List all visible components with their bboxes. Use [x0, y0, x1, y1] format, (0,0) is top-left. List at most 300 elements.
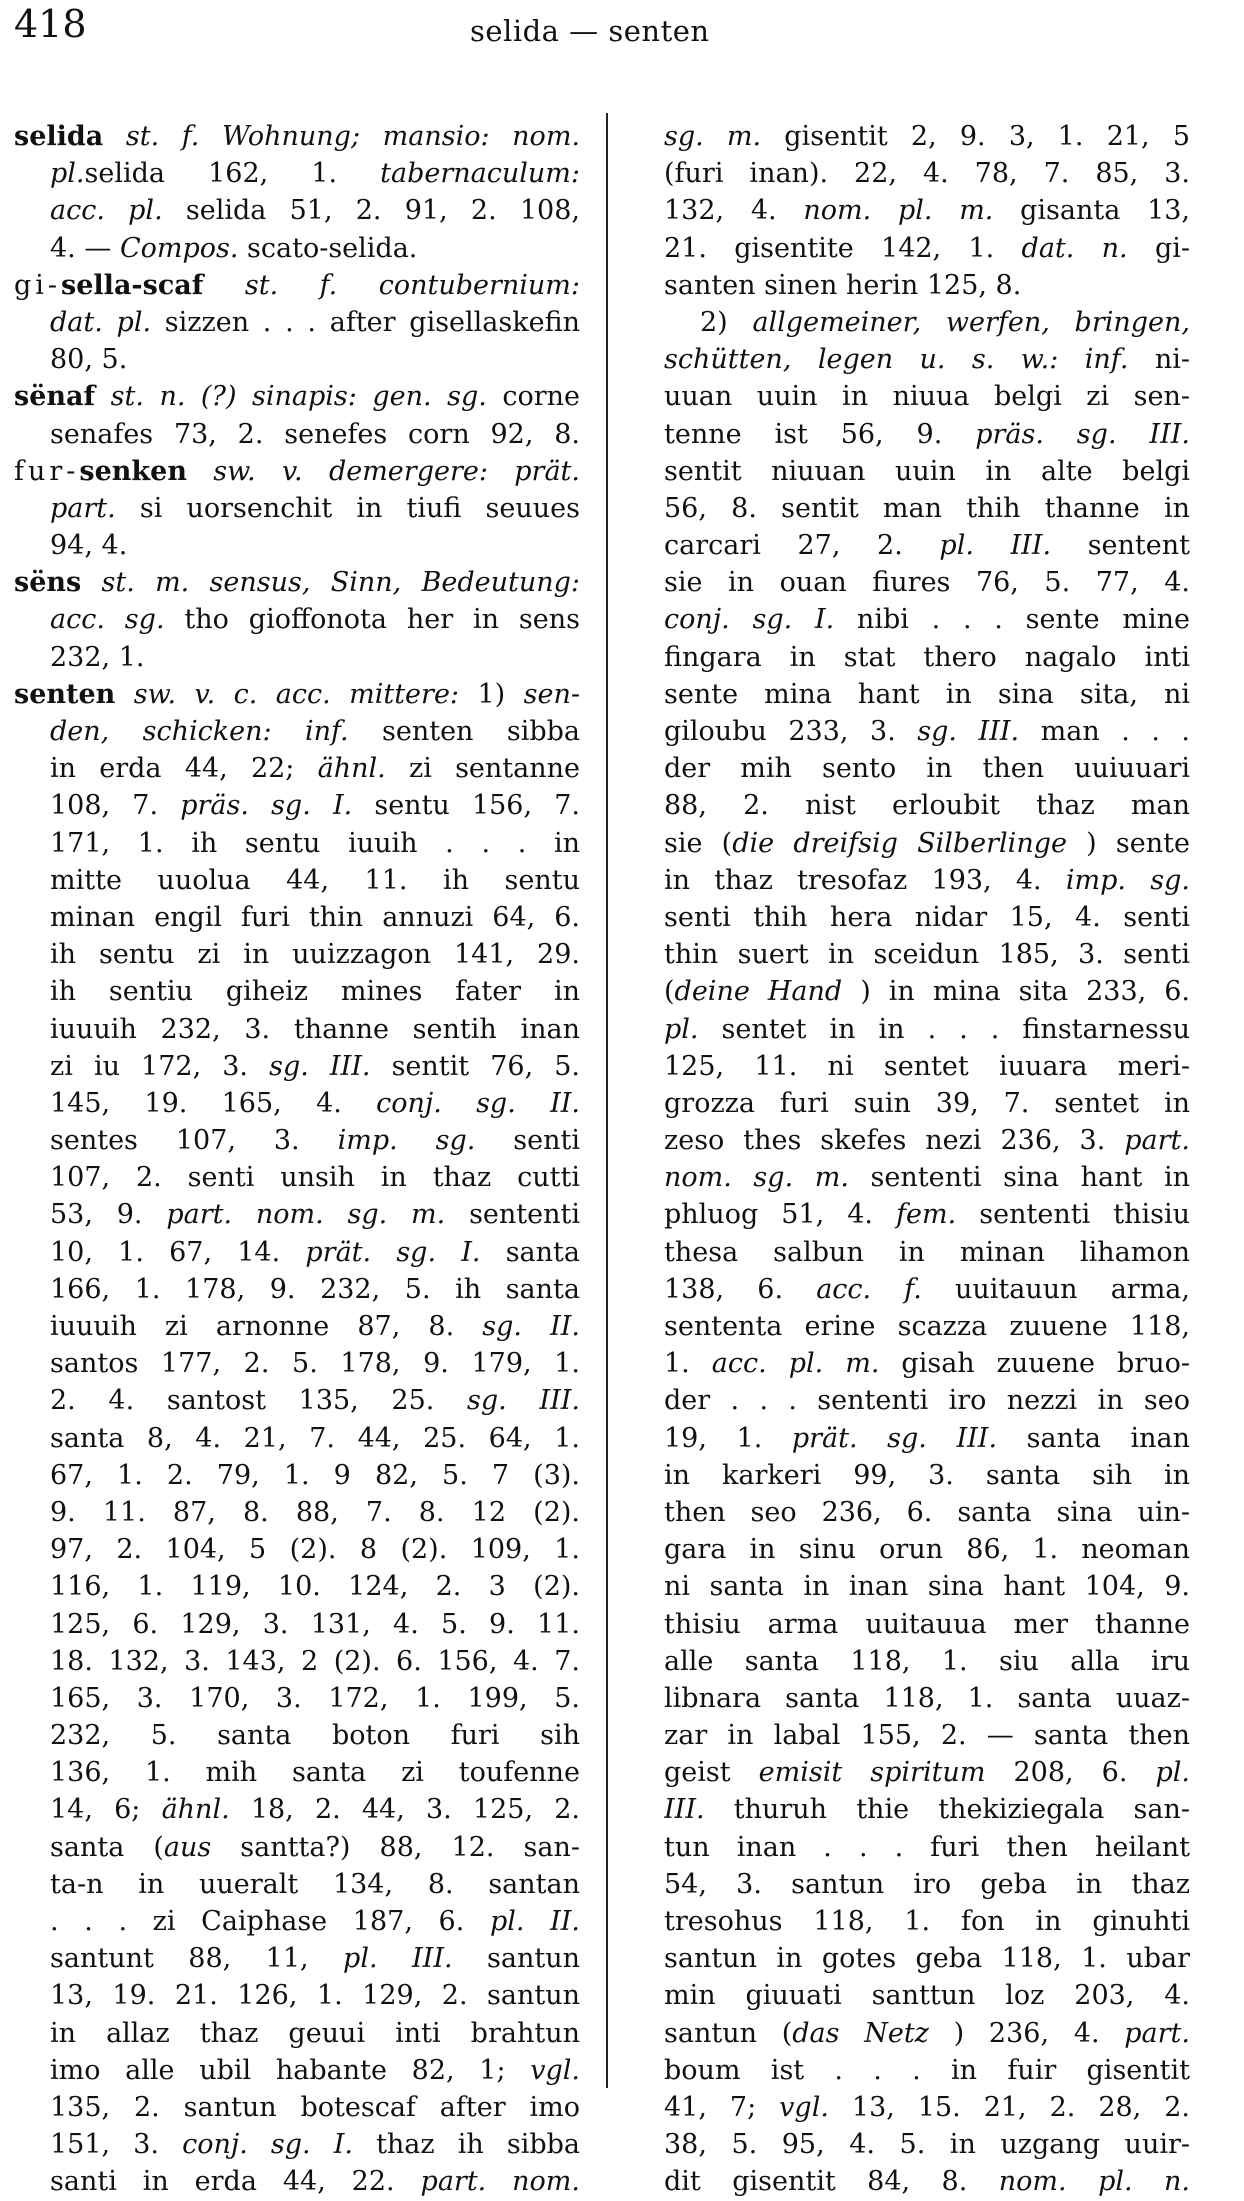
left-column-line — [14, 527, 580, 564]
left-column-line — [14, 490, 580, 527]
right-column-line — [664, 676, 1190, 713]
entry-text: sententa erine scazza zuuene 118, — [664, 1311, 1190, 1342]
grammatical-label: nom. pl. m. — [803, 195, 994, 227]
grammatical-label: tabernaculum: — [380, 158, 580, 190]
right-column-line — [664, 713, 1190, 750]
entry-text: sententi — [445, 1199, 580, 1231]
entry-text: 56, 8. sentit man thih thanne in — [664, 492, 1190, 524]
entry-text: minan engil furi thin annuzi 64, 6. — [50, 901, 580, 933]
entry-text: grozza furi suin 39, 7. sentet in — [664, 1087, 1190, 1119]
entry-text: 132, 4. — [664, 195, 804, 227]
grammatical-label: vgl. — [779, 2091, 829, 2123]
entry-text: 1) — [459, 678, 524, 710]
left-column-line — [14, 1568, 580, 1605]
page-number: 418 — [14, 2, 87, 46]
right-column-line — [664, 787, 1190, 824]
left-column-line — [14, 1196, 580, 1233]
entry-text: tresohus 118, 1. fon in ginuhti — [664, 1906, 1190, 1937]
entry-text: 165, 3. 170, 3. 172, 1. 199, 5. — [50, 1682, 580, 1714]
grammatical-label: präs. sg. I. — [180, 790, 353, 822]
entry-text: senafes 73, 2. senefes corn 92, 8. — [50, 418, 580, 450]
left-column-line — [14, 2126, 580, 2163]
entry-text: ih sentu zi in uuizzagon 141, 29. — [50, 939, 580, 971]
left-column-line — [14, 267, 580, 304]
grammatical-label: III. — [664, 1794, 705, 1826]
left-column-line — [14, 1122, 580, 1159]
entry-text: sententi sina hant in — [848, 1162, 1190, 1194]
right-column-line — [664, 1568, 1190, 1605]
entry-text: santun in gotes geba 118, 1. ubar — [664, 1943, 1190, 1975]
entry-text: iuuuih 232, 3. thanne sentih inan — [50, 1013, 580, 1045]
left-column-line — [14, 1494, 580, 1531]
left-column-line — [14, 1643, 580, 1680]
running-head: selida — senten — [470, 14, 710, 48]
left-column-line — [14, 1531, 580, 1568]
right-column-line — [664, 378, 1190, 415]
entry-text: carcari 27, 2. — [664, 530, 940, 562]
grammatical-label: pl. — [664, 1013, 699, 1045]
entry-text: 232, 1. — [50, 641, 145, 673]
left-column-line — [14, 973, 580, 1010]
entry-text: der mih sento in then uuiuuari — [664, 753, 1190, 785]
entry-text: gisah zuuene bruo- — [879, 1348, 1190, 1380]
right-column-line — [664, 1122, 1190, 1159]
left-column-line — [14, 1903, 580, 1940]
entry-text: 166, 1. 178, 9. 232, 5. ih santa — [50, 1273, 580, 1305]
entry-text: 94, 4. — [50, 530, 128, 562]
grammatical-label: part. nom. — [420, 2166, 580, 2198]
right-column-line — [664, 1308, 1190, 1345]
left-column-line — [14, 2015, 580, 2052]
entry-text: fur- — [14, 455, 80, 487]
entry-text: man . . . — [1019, 716, 1190, 747]
left-column-line — [14, 1308, 580, 1345]
grammatical-label: sg. II. — [482, 1311, 580, 1342]
right-column-line — [664, 1643, 1190, 1680]
entry-text: ih sentiu giheiz mines fater in — [50, 976, 580, 1008]
entry-text: 208, 6. — [985, 1757, 1156, 1789]
entry-text: 135, 2. santun botescaf after imo — [50, 2091, 580, 2123]
entry-text: 4. — — [50, 232, 120, 264]
entry-text: thuruh thie thekiziegala san- — [704, 1794, 1190, 1826]
grammatical-label: st. f. Wohnung; mansio: nom. — [103, 121, 580, 152]
entry-text: zeso thes skefes nezi 236, 3. — [664, 1125, 1125, 1157]
right-column-line — [664, 1791, 1190, 1828]
entry-text: sie ( — [664, 827, 733, 859]
entry-text: corne — [486, 381, 580, 413]
left-column-line — [14, 936, 580, 973]
left-column-line — [14, 1829, 580, 1866]
right-column-line — [664, 416, 1190, 453]
left-column-line — [14, 2163, 580, 2200]
entry-text: thesa salbun in minan lihamon — [664, 1236, 1190, 1268]
entry-text: senti thih hera nidar 15, 4. senti — [664, 901, 1190, 933]
grammatical-label: vgl. — [530, 2054, 580, 2086]
grammatical-label: part. — [1124, 2017, 1190, 2049]
entry-text: uuan uuin in niuua belgi zi sen- — [664, 381, 1190, 413]
right-column-line — [664, 1606, 1190, 1643]
entry-text: selida 51, 2. 91, 2. 108, — [162, 195, 580, 227]
entry-text: santa — [480, 1236, 580, 1268]
entry-text: 18. 132, 3. 143, 2 (2). 6. 156, 4. 7. — [50, 1645, 580, 1677]
entry-text: ni santa in inan sina hant 104, 9. — [664, 1571, 1190, 1603]
entry-text: der . . . sententi iro nezzi in seo — [664, 1385, 1190, 1417]
right-column-line — [664, 2052, 1190, 2089]
entry-text: gi- — [1127, 232, 1190, 264]
left-column-line — [14, 341, 580, 378]
entry-text: dit gisentit 84, 8. — [664, 2166, 999, 2198]
grammatical-label: sg. III. — [917, 716, 1020, 747]
entry-text: 138, 6. — [664, 1273, 817, 1305]
right-column-line — [664, 192, 1190, 229]
entry-text: sentent — [1051, 530, 1190, 562]
entry-text: scato-selida. — [238, 232, 418, 264]
entry-text: 2. 4. santost 135, 25. — [50, 1385, 468, 1417]
grammatical-label: nom. sg. m. — [664, 1162, 849, 1194]
entry-text: sente mina hant in sina sita, ni — [664, 678, 1190, 710]
entry-text: senten sibba — [348, 716, 580, 747]
entry-text: santta?) 88, 12. san- — [211, 1831, 580, 1863]
left-column-line — [14, 378, 580, 415]
entry-text: min giuuati santtun loz 203, 4. — [664, 1980, 1190, 2012]
right-column-line — [664, 1717, 1190, 1754]
left-column-line — [14, 1866, 580, 1903]
grammatical-label: conj. sg. I. — [664, 604, 835, 636]
right-column-line — [664, 230, 1190, 267]
left-column-line — [14, 825, 580, 862]
grammatical-label: sg. III. — [269, 1050, 371, 1082]
right-column-line — [664, 118, 1190, 155]
entry-text: 171, 1. ih sentu iuuih . . . in — [50, 827, 580, 859]
entry-text: sentit 76, 5. — [370, 1050, 580, 1082]
left-column-line — [14, 713, 580, 750]
entry-text: alle santa 118, 1. siu alla iru — [664, 1645, 1190, 1677]
entry-text: zi iu 172, 3. — [50, 1050, 270, 1082]
left-column-line — [14, 1977, 580, 2014]
grammatical-label: ähnl. — [161, 1794, 230, 1826]
entry-text: 80, 5. — [50, 344, 128, 376]
left-column-line — [14, 304, 580, 341]
entry-text: in allaz thaz geuui inti brahtun — [50, 2017, 580, 2049]
entry-text: giloubu 233, 3. — [664, 716, 918, 747]
right-column-line — [664, 899, 1190, 936]
entry-text: santi in erda 44, 22. — [50, 2166, 421, 2198]
entry-text: santunt 88, 11, — [50, 1943, 344, 1975]
left-column-line — [14, 676, 580, 713]
left-column-line — [14, 453, 580, 490]
entry-text: 232, 5. santa boton furi sih — [50, 1720, 580, 1752]
grammatical-label: den, schicken: inf. — [50, 716, 349, 747]
grammatical-label: pl. II. — [489, 1906, 580, 1937]
entry-text: 67, 1. 2. 79, 1. 9 82, 5. 7 (3). — [50, 1459, 580, 1491]
entry-text: thisiu arma uuitauua mer thanne — [664, 1608, 1190, 1640]
right-column — [664, 118, 1190, 2201]
entry-text: sententi thisiu — [956, 1199, 1190, 1231]
entry-text: sie in ouan fiures 76, 5. 77, 4. — [664, 567, 1190, 599]
right-column-line — [664, 1494, 1190, 1531]
left-column-line — [14, 1754, 580, 1791]
grammatical-label: fem. — [896, 1199, 957, 1231]
right-column-line — [664, 1196, 1190, 1233]
right-column-line — [664, 973, 1190, 1010]
left-column-line — [14, 1085, 580, 1122]
entry-text: thaz ih sibba — [352, 2129, 580, 2161]
entry-text: 54, 3. santun iro geba in thaz — [664, 1868, 1190, 1900]
entry-text: sizzen . . . after gisellaskefin — [151, 306, 580, 338]
headword: senken — [79, 455, 187, 487]
grammatical-label: conj. sg. II. — [376, 1087, 580, 1119]
left-column-line — [14, 787, 580, 824]
entry-text: 13, 19. 21. 126, 1. 129, 2. santun — [50, 1980, 580, 2012]
entry-text: santun ( — [664, 2017, 793, 2049]
grammatical-label: pl. — [50, 158, 85, 190]
left-column — [14, 118, 580, 2201]
entry-text: 116, 1. 119, 10. 124, 2. 3 (2). — [50, 1571, 580, 1603]
grammatical-label: schütten, legen u. s. w.: inf. — [664, 344, 1129, 376]
entry-text: tenne ist 56, 9. — [664, 418, 976, 450]
grammatical-label: sw. v. demergere: prät. — [186, 455, 580, 487]
right-column-line — [664, 1159, 1190, 1196]
headword: selida — [14, 121, 104, 152]
right-column-line — [664, 2163, 1190, 2200]
entry-text: ) sente — [1066, 827, 1190, 859]
right-column-line — [664, 1420, 1190, 1457]
entry-text: 14, 6; — [50, 1794, 162, 1826]
right-column-line — [664, 2126, 1190, 2163]
entry-text: ) in mina sita 233, 6. — [842, 976, 1190, 1008]
grammatical-label: acc. pl. m. — [711, 1348, 880, 1380]
grammatical-label: pl. III. — [343, 1943, 453, 1975]
entry-text: thin suert in sceidun 185, 3. senti — [664, 939, 1190, 971]
grammatical-label: sg. III. — [467, 1385, 580, 1417]
left-column-line — [14, 1271, 580, 1308]
entry-text: 13, 15. 21, 2. 28, 2. — [828, 2091, 1190, 2123]
entry-text: 38, 5. 95, 4. 5. in uzgang uuir- — [664, 2129, 1190, 2161]
headword: sënaf — [14, 381, 96, 413]
entry-text: gi- — [14, 269, 62, 301]
left-column-line — [14, 1011, 580, 1048]
left-column-line — [14, 155, 580, 192]
right-column-line — [664, 1345, 1190, 1382]
entry-text: zi sentanne — [385, 753, 580, 785]
left-column-line — [14, 1680, 580, 1717]
right-column-line — [664, 2015, 1190, 2052]
right-column-line — [664, 1940, 1190, 1977]
right-column-line — [664, 1829, 1190, 1866]
grammatical-label: st. f. contubernium: — [203, 269, 580, 301]
left-column-line — [14, 1606, 580, 1643]
entry-text: nibi . . . sente mine — [834, 604, 1190, 636]
grammatical-label: emisit spiritum — [758, 1757, 986, 1789]
entry-text: gisanta 13, — [993, 195, 1190, 227]
left-column-line — [14, 564, 580, 601]
left-column-line — [14, 1717, 580, 1754]
right-column-line — [664, 304, 1190, 341]
right-column-line — [664, 341, 1190, 378]
entry-text: then seo 236, 6. santa sina uin- — [664, 1496, 1190, 1528]
left-column-line — [14, 862, 580, 899]
grammatical-label: allgemeiner, werfen, bringen, — [752, 306, 1190, 338]
left-column-line — [14, 416, 580, 453]
left-column-line — [14, 1791, 580, 1828]
entry-text: 53, 9. — [50, 1199, 167, 1231]
grammatical-label: st. n. (?) sinapis: gen. sg. — [95, 381, 487, 413]
entry-text: . . . zi Caiphase 187, 6. — [50, 1906, 490, 1937]
grammatical-label: imp. sg. — [337, 1125, 476, 1157]
entry-text: sentet in in . . . finstarnessu — [698, 1013, 1190, 1045]
grammatical-label: acc. sg. — [50, 604, 165, 636]
entry-text: uuitauun arma, — [921, 1273, 1190, 1305]
grammatical-label: conj. sg. I. — [182, 2129, 353, 2161]
entry-text: si uorsenchit in tiufi seuues — [115, 492, 580, 524]
headword: sëns — [14, 567, 82, 599]
right-column-line — [664, 267, 1190, 304]
left-column-line — [14, 1048, 580, 1085]
entry-text: 151, 3. — [50, 2129, 183, 2161]
entry-text: santos 177, 2. 5. 178, 9. 179, 1. — [50, 1348, 580, 1380]
entry-text: imo alle ubil habante 82, 1; — [50, 2054, 531, 2086]
entry-text: (furi inan). 22, 4. 78, 7. 85, 3. — [664, 158, 1190, 190]
right-column-line — [664, 750, 1190, 787]
right-column-line — [664, 1531, 1190, 1568]
entry-text: 41, 7; — [664, 2091, 780, 2123]
right-column-line — [664, 155, 1190, 192]
grammatical-label: sen- — [523, 678, 580, 710]
grammatical-label: die dreifsig Silberlinge — [732, 827, 1067, 859]
entry-text: zar in labal 155, 2. — santa then — [664, 1720, 1190, 1752]
left-column-line — [14, 230, 580, 267]
grammatical-label: acc. pl. — [50, 195, 163, 227]
left-column-line — [14, 899, 580, 936]
right-column-line — [664, 825, 1190, 862]
left-column-line — [14, 2089, 580, 2126]
left-column-line — [14, 2052, 580, 2089]
grammatical-label: part. nom. sg. m. — [166, 1199, 446, 1231]
grammatical-label: das Netz — [792, 2017, 929, 2049]
grammatical-label: prät. sg. III. — [791, 1422, 998, 1454]
right-column-line — [664, 601, 1190, 638]
grammatical-label: dat. pl. — [50, 306, 152, 338]
left-column-line — [14, 192, 580, 229]
entry-text: gara in sinu orun 86, 1. neoman — [664, 1534, 1190, 1566]
entry-text: boum ist . . . in fuir gisentit — [664, 2054, 1190, 2086]
entry-text: in erda 44, 22; — [50, 753, 318, 785]
right-column-line — [664, 1680, 1190, 1717]
entry-text: 108, 7. — [50, 790, 181, 822]
grammatical-label: sw. v. c. acc. mittere: — [115, 678, 460, 710]
entry-text: libnara santa 118, 1. santa uuaz- — [664, 1682, 1190, 1714]
grammatical-label: imp. sg. — [1065, 864, 1190, 896]
entry-text: santun — [452, 1943, 580, 1975]
right-column-line — [664, 527, 1190, 564]
right-column-line — [664, 1382, 1190, 1419]
headword: senten — [14, 678, 116, 710]
entry-text: 19, 1. — [664, 1422, 792, 1454]
entry-text: 97, 2. 104, 5 (2). 8 (2). 109, 1. — [50, 1534, 580, 1566]
left-column-line — [14, 639, 580, 676]
right-column-line — [664, 1048, 1190, 1085]
right-column-line — [664, 1271, 1190, 1308]
entry-text: 2) — [700, 306, 753, 338]
left-column-line — [14, 1382, 580, 1419]
grammatical-label: st. m. sensus, Sinn, Bedeutung: — [81, 567, 580, 599]
grammatical-label: acc. f. — [816, 1273, 922, 1305]
left-column-line — [14, 1234, 580, 1271]
grammatical-label: aus — [163, 1831, 212, 1863]
entry-text: 1. — [664, 1348, 712, 1380]
grammatical-label: prät. sg. I. — [305, 1236, 481, 1268]
grammatical-label: dat. n. — [1021, 232, 1128, 264]
left-column-line — [14, 1345, 580, 1382]
right-column-line — [664, 639, 1190, 676]
entry-text: santa inan — [997, 1422, 1190, 1454]
entry-text: 145, 19. 165, 4. — [50, 1087, 377, 1119]
right-column-line — [664, 490, 1190, 527]
left-column-line — [14, 1940, 580, 1977]
entry-text: santa 8, 4. 21, 7. 44, 25. 64, 1. — [50, 1422, 580, 1454]
grammatical-label: sg. m. — [664, 121, 762, 152]
column-rule — [606, 113, 608, 2088]
entry-text: 10, 1. 67, 14. — [50, 1236, 306, 1268]
entry-text: ta-n in uueralt 134, 8. santan — [50, 1868, 580, 1900]
right-column-line — [664, 1085, 1190, 1122]
entry-text: ( — [664, 976, 675, 1008]
right-column-line — [664, 862, 1190, 899]
right-column-line — [664, 1011, 1190, 1048]
grammatical-label: pl. III. — [939, 530, 1052, 562]
entry-text: gisentit 2, 9. 3, 1. 21, 5 — [761, 121, 1190, 152]
left-column-line — [14, 1457, 580, 1494]
right-column-line — [664, 1903, 1190, 1940]
entry-text: senti — [475, 1125, 580, 1157]
left-column-line — [14, 601, 580, 638]
right-column-line — [664, 1457, 1190, 1494]
right-column-line — [664, 564, 1190, 601]
entry-text: tun inan . . . furi then heilant — [664, 1831, 1190, 1863]
right-column-line — [664, 936, 1190, 973]
entry-text: santen sinen herin 125, 8. — [664, 269, 1022, 301]
entry-text: sentes 107, 3. — [50, 1125, 338, 1157]
entry-text: 18, 2. 44, 3. 125, 2. — [229, 1794, 580, 1826]
grammatical-label: deine Hand — [674, 976, 843, 1008]
entry-text: 21. gisentite 142, 1. — [664, 232, 1022, 264]
entry-text: 88, 2. nist erloubit thaz man — [664, 790, 1190, 822]
entry-text: ) 236, 4. — [928, 2017, 1125, 2049]
entry-text: in karkeri 99, 3. santa sih in — [664, 1459, 1190, 1491]
left-column-line — [14, 1159, 580, 1196]
left-column-line — [14, 1420, 580, 1457]
entry-text: selida 162, 1. — [84, 158, 381, 190]
left-column-line — [14, 118, 580, 155]
right-column-line — [664, 2089, 1190, 2126]
entry-text: sentit niuuan uuin in alte belgi — [664, 455, 1190, 487]
entry-text: 107, 2. senti unsih in thaz cutti — [50, 1162, 580, 1194]
entry-text: geist — [664, 1757, 759, 1789]
grammatical-label: pl. — [1155, 1757, 1190, 1789]
right-column-line — [664, 453, 1190, 490]
entry-text: 125, 11. ni sentet iuuara meri- — [664, 1050, 1190, 1082]
entry-text: phluog 51, 4. — [664, 1199, 897, 1231]
left-column-line — [14, 750, 580, 787]
entry-text: santa ( — [50, 1831, 164, 1863]
entry-text: tho gioffonota her in sens — [164, 604, 580, 636]
grammatical-label: nom. pl. n. — [998, 2166, 1190, 2198]
grammatical-label: Compos. — [119, 232, 239, 264]
right-column-line — [664, 1754, 1190, 1791]
right-column-line — [664, 1234, 1190, 1271]
entry-text: iuuuih zi arnonne 87, 8. — [50, 1311, 483, 1342]
grammatical-label: part. — [50, 492, 116, 524]
